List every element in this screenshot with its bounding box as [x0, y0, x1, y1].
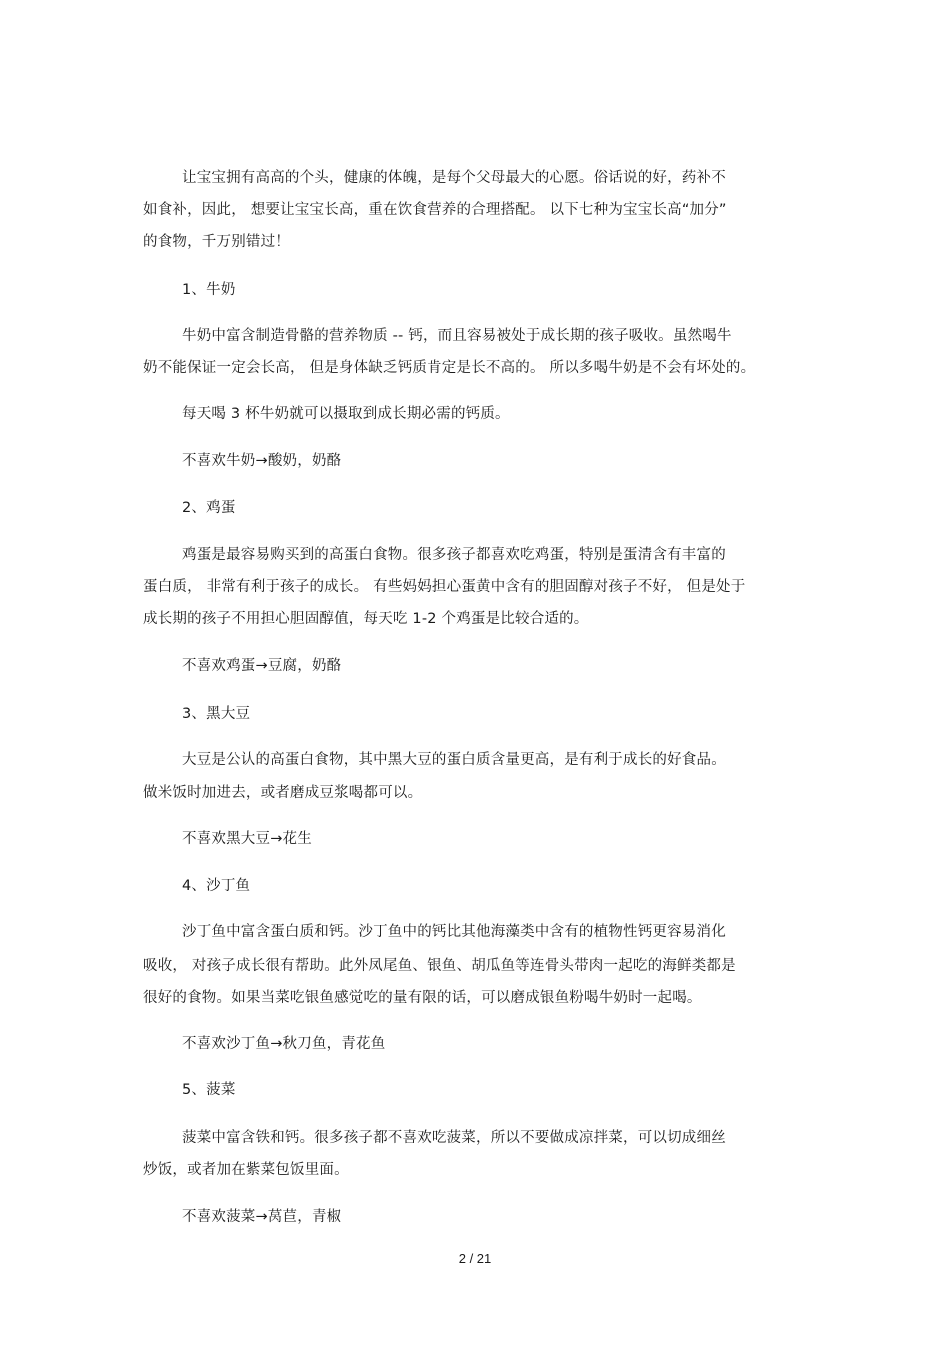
section-5-line-2: 炒饭，或者加在紫菜包饭里面。	[143, 1162, 349, 1178]
section-4-line-3: 很好的食物。如果当菜吃银鱼感觉吃的量有限的话，可以磨成银鱼粉喝牛奶时一起喝。	[143, 990, 702, 1006]
intro-line-2: 如食补，因此， 想要让宝宝长高，重在饮食营养的合理搭配。 以下七种为宝宝长高“加分”	[143, 202, 727, 218]
section-5-line-1: 菠菜中富含铁和钙。很多孩子都不喜欢吃菠菜，所以不要做成凉拌菜，可以切成细丝	[182, 1130, 726, 1146]
section-4-alternative: 不喜欢沙丁鱼→秋刀鱼，青花鱼	[182, 1036, 386, 1052]
section-2-heading: 2、鸡蛋	[182, 500, 236, 516]
section-3-line-1: 大豆是公认的高蛋白食物，其中黑大豆的蛋白质含量更高，是有利于成长的好食品。	[182, 752, 726, 768]
section-5-heading: 5、菠菜	[182, 1082, 236, 1098]
section-2-line-3: 成长期的孩子不用担心胆固醇值，每天吃 1-2 个鸡蛋是比较合适的。	[143, 611, 589, 627]
section-2-line-2: 蛋白质， 非常有利于孩子的成长。 有些妈妈担心蛋黄中含有的胆固醇对孩子不好， 但是处于	[143, 579, 746, 595]
section-4-line-2: 吸收， 对孩子成长很有帮助。此外凤尾鱼、银鱼、胡瓜鱼等连骨头带肉一起吃的海鲜类都是	[143, 958, 736, 974]
section-2-alternative: 不喜欢鸡蛋→豆腐，奶酪	[182, 658, 342, 674]
section-5-alternative: 不喜欢菠菜→莴苣，青椒	[182, 1209, 342, 1225]
section-1-heading: 1、牛奶	[182, 282, 236, 298]
section-1-alternative: 不喜欢牛奶→酸奶，奶酪	[182, 453, 342, 469]
section-3-alternative: 不喜欢黑大豆→花生	[182, 831, 312, 847]
section-1-line-2: 奶不能保证一定会长高， 但是身体缺乏钙质肯定是长不高的。 所以多喝牛奶是不会有坏处的。	[143, 360, 756, 376]
page-number: 2 / 21	[458, 1251, 492, 1266]
section-3-line-2: 做米饭时加进去，或者磨成豆浆喝都可以。	[143, 785, 423, 801]
section-4-line-1: 沙丁鱼中富含蛋白质和钙。沙丁鱼中的钙比其他海藻类中含有的植物性钙更容易消化	[182, 924, 726, 940]
section-4-heading: 4、沙丁鱼	[182, 878, 251, 894]
intro-line-1: 让宝宝拥有高高的个头，健康的体魄，是每个父母最大的心愿。俗话说的好，药补不	[182, 170, 726, 186]
section-2-line-1: 鸡蛋是最容易购买到的高蛋白食物。很多孩子都喜欢吃鸡蛋，特别是蛋清含有丰富的	[182, 547, 726, 563]
section-1-note: 每天喝 3 杯牛奶就可以摄取到成长期必需的钙质。	[182, 406, 510, 422]
intro-line-3: 的食物，千万别错过！	[143, 234, 290, 250]
section-3-heading: 3、黑大豆	[182, 706, 251, 722]
section-1-line-1: 牛奶中富含制造骨骼的营养物质 -- 钙，而且容易被处于成长期的孩子吸收。虽然喝牛	[182, 328, 732, 344]
